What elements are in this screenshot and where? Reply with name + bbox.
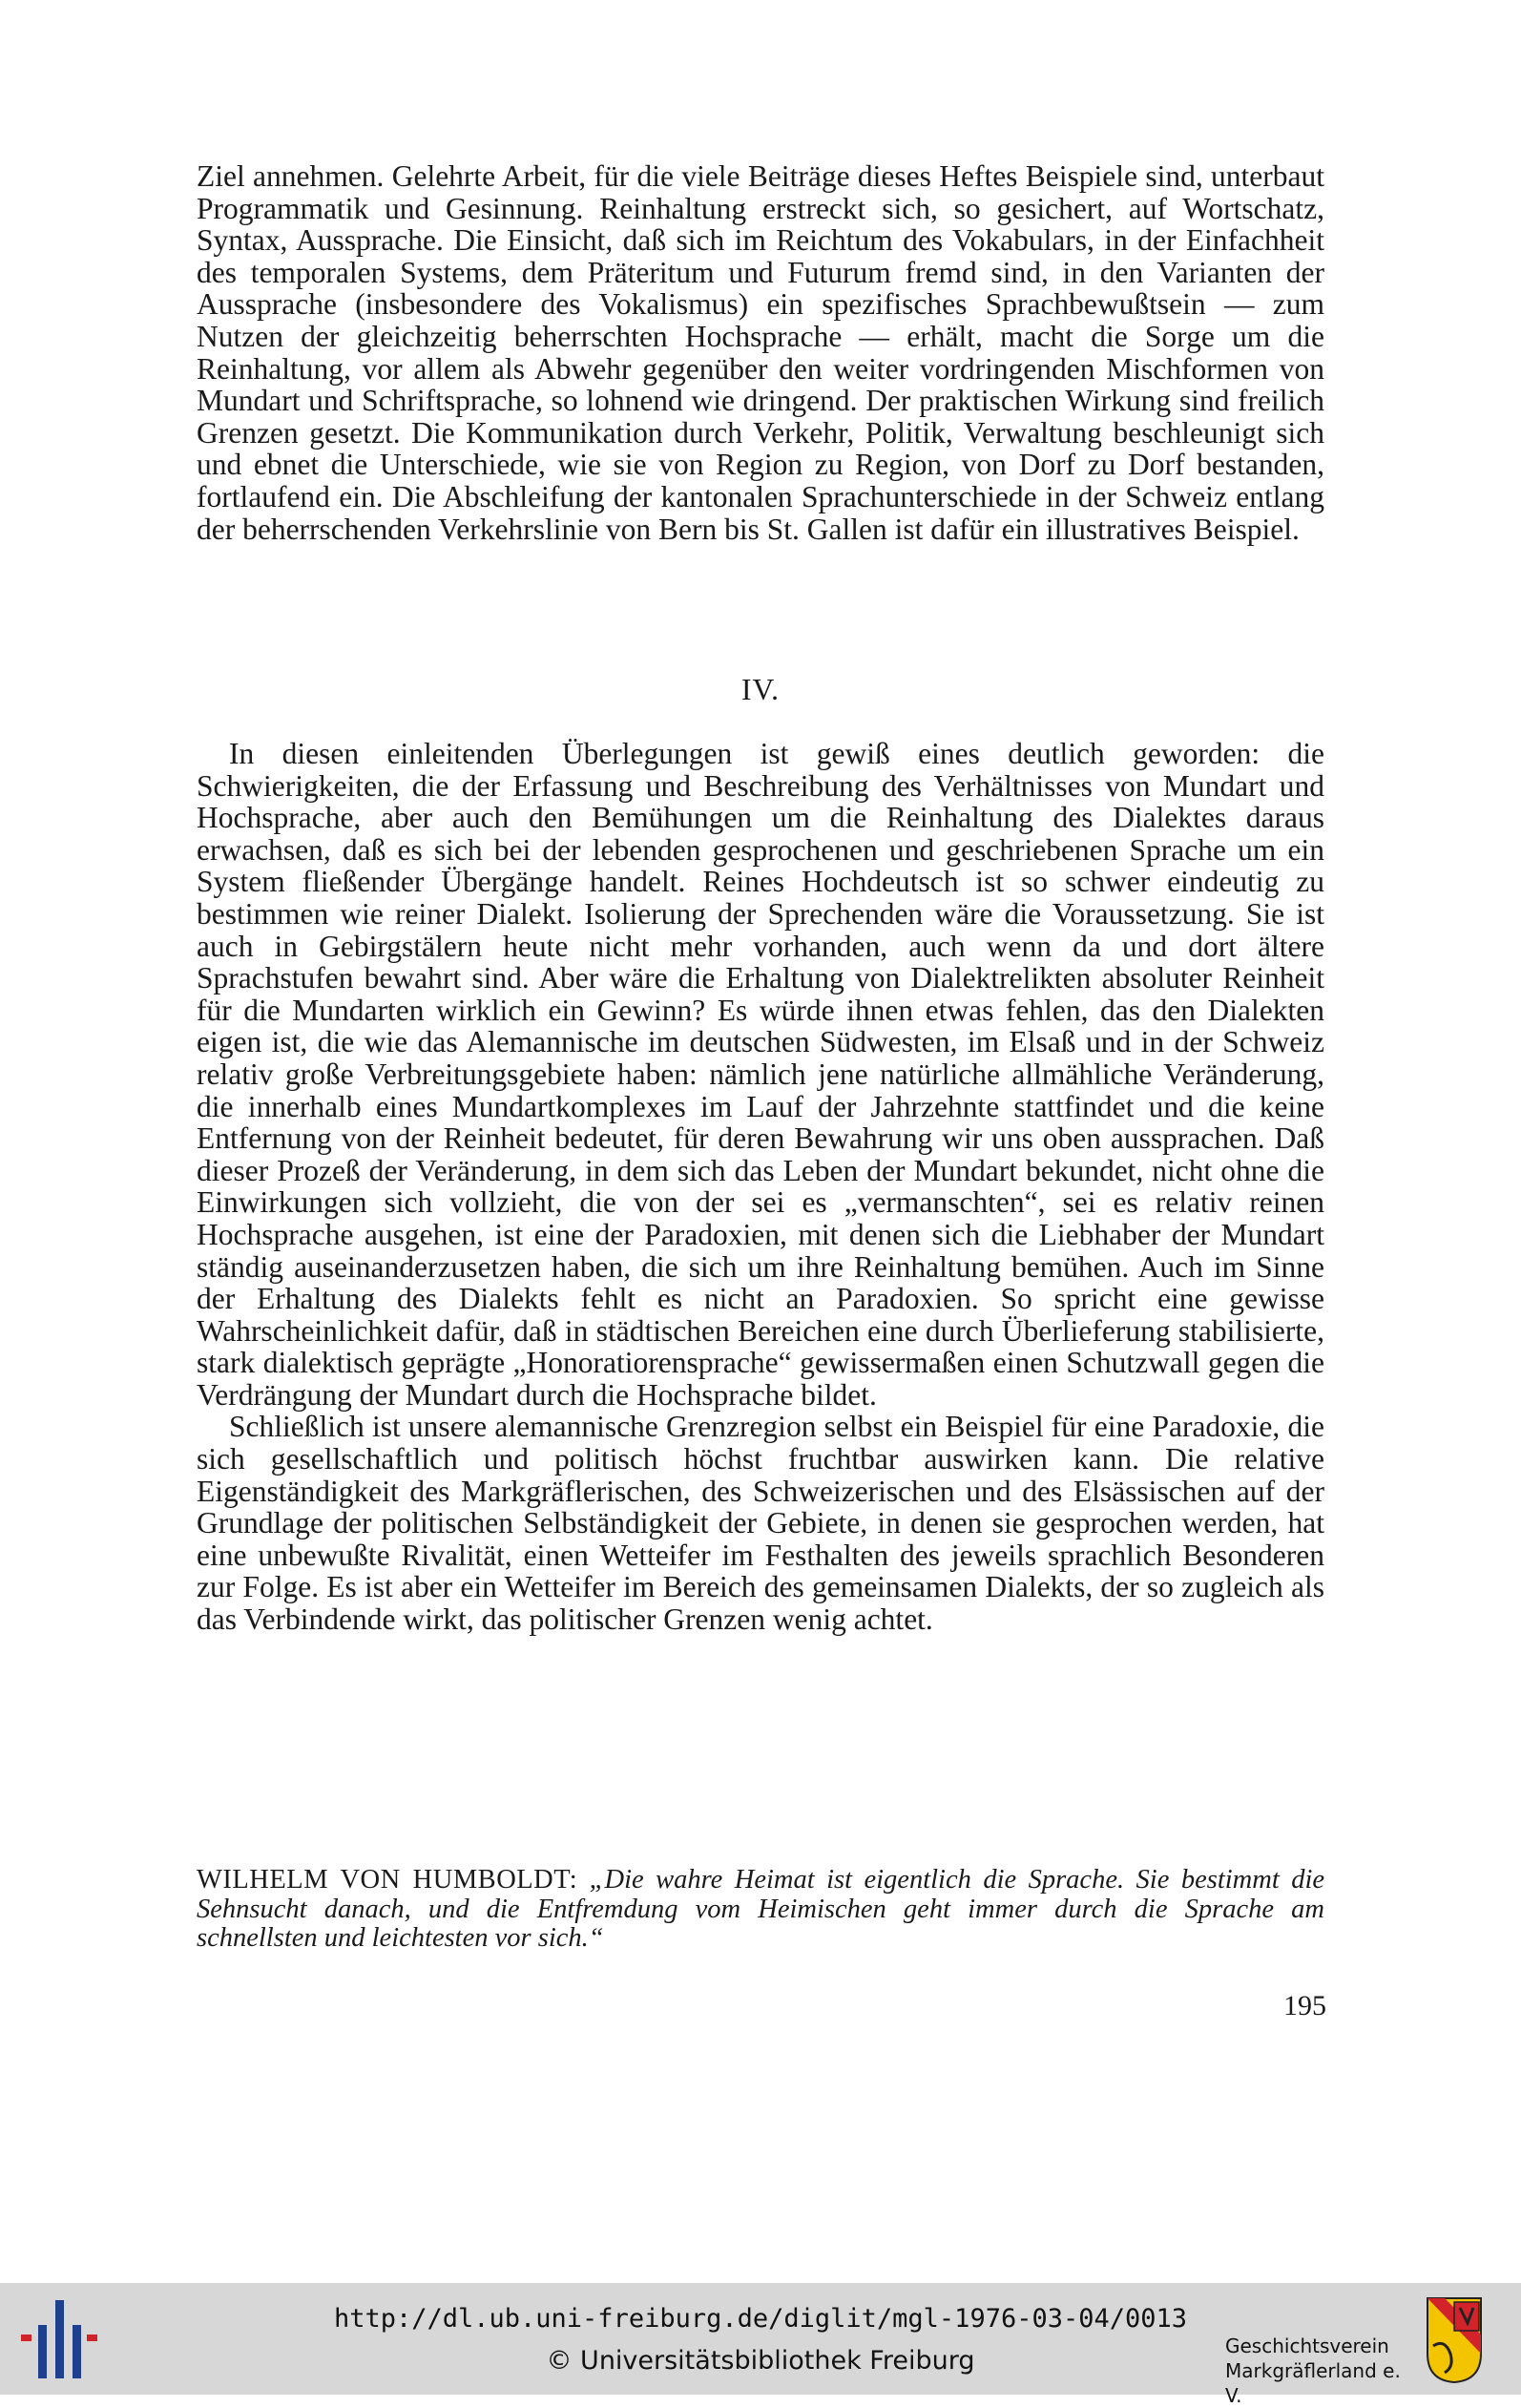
body-paragraph-3: Schließlich ist unsere alemannische Grenzregion selbst ein Beispiel für eine Paradoxie, die sich gesellschaftlich und politisch höchst fruchtbar auswirken kann. Die relative Eigenständigkeit des Markgräflerischen, des Schweizerischen und des Elsässischen auf der Grundlage der politischen Selbständigkeit der Gebiete, in denen sie gesprochen werden, hat eine unbewußte Rivalität, einen Wetteifer im Festhalten des jeweils sprachlich Besonderen zur Folge. Es ist aber ein Wetteifer im Bereich des gemeinsamen Dialekts, der so zugleich als das Verbindende wirkt, das politischer Grenzen wenig achtet. bbox=[197, 1410, 1324, 1637]
coat-of-arms-icon bbox=[1426, 2296, 1483, 2384]
paragraph-text: Ziel annehmen. Gelehrte Arbeit, für die viele Beiträge dieses Heftes Beispiele sind, unterbaut Programmatik und Gesinnung. Reinhaltung erstreckt sich, so gesichert, auf Wortschatz, Syntax, Aussprache. Die Einsicht, daß sich im Reichtum des Vokabulars, in der Einfachheit des temporalen Systems, dem Präteritum und Futurum fremd sind, in den Varianten der Aussprache (insbesondere des Vokalismus) ein spezifisches Sprachbewußtsein — zum Nutzen der gleichzeitig beherrschten Hochsprache — erhält, macht die Sorge um die Reinhaltung, vor allem als Abwehr gegenüber den weiter vordringenden Mischformen von Mundart und Schriftsprache, so lohnend wie dringend. Der praktischen Wirkung sind freilich Grenzen gesetzt. Die Kommunikation durch Verkehr, Politik, Verwaltung beschleunigt sich und ebnet die Unterschiede, wie sie von Region zu Region, von Dorf zu Dorf bestanden, fortlaufend ein. Die Abschleifung der kantonalen Sprachunterschiede in der Schweiz entlang der beherrschenden Verkehrslinie von Bern bis St. Gallen ist dafür ein illustratives Beispiel. bbox=[197, 159, 1324, 546]
body-paragraph-2: In diesen einleitenden Überlegungen ist gewiß eines deutlich geworden: die Schwierigkeiten, die der Erfassung und Beschreibung des Verhältnisses von Mundart und Hochsprache, aber auch den Bemühungen um die Reinhaltung des Dialektes daraus erwachsen, daß es sich bei der lebenden gesprochenen und geschriebenen Sprache um ein System fließender Übergänge handelt. Reines Hochdeutsch ist so schwer eindeutig zu bestimmen wie reiner Dialekt. Isolierung der Sprechenden wäre die Voraussetzung. Sie ist auch in Gebirgstälern heute nicht mehr vorhanden, auch wenn da und dort ältere Sprachstufen bewahrt sind. Aber wäre die Erhaltung von Dialektrelikten absoluter Reinheit für die Mundarten wirklich ein Gewinn? Es würde ihnen etwas fehlen, das den Dialekten eigen ist, die wie das Alemannische im deutschen Südwesten, im Elsaß und in der Schweiz relativ große Verbreitungsgebiete haben: nämlich jene natürliche allmähliche Veränderung, die innerhalb eines Mundartkomplexes im Lauf der Jahrzehnte stattfindet und die keine Entfernung von der Reinheit bedeutet, für deren Bewahrung wir uns oben aussprachen. Daß dieser Prozeß der Veränderung, in dem sich das Leben der Mundart bekundet, nicht ohne die Einwirkungen sich vollzieht, die von der sei es „vermanschten“, sei es relativ reinen Hochsprache ausgehen, ist eine der Paradoxien, mit denen sich die Liebhaber der Mundart ständig auseinanderzusetzen haben, die sich um ihre Reinhaltung bemühen. Auch im Sinne der Erhaltung des Dialekts fehlt es nicht an Paradoxien. So spricht eine gewisse Wahrscheinlichkeit dafür, daß in städtischen Bereichen eine durch Überlieferung stabilisierte, stark dialektisch geprägte „Honoratiorensprache“ gewissermaßen einen Schutzwall gegen die Verdrängung der Mundart durch die Hochsprache bildet. bbox=[197, 737, 1324, 1412]
copyright-text: © Universitätsbibliothek Freiburg bbox=[546, 2346, 975, 2376]
humboldt-quote bbox=[197, 1866, 1324, 1954]
quote-author: WILHELM VON HUMBOLDT: bbox=[197, 1865, 578, 1895]
document-url-link[interactable]: http://dl.ub.uni-freiburg.de/diglit/mgl-1976-03-04/0013 bbox=[333, 2304, 1188, 2334]
society-name bbox=[1225, 2334, 1416, 2408]
society-line-2: Markgräflerland e. V. bbox=[1225, 2359, 1401, 2407]
quote-text: „Die wahre Heimat ist eigentlich die Sprache. Sie bestimmt die Sehnsucht danach, und die Entfremdung vom Heimischen geht immer durch die Sprache am schnellsten und leichtesten vor sich.“ bbox=[197, 1865, 1325, 1953]
footer-bar bbox=[0, 2283, 1521, 2407]
section-body bbox=[197, 738, 1324, 1636]
section-heading: IV. bbox=[740, 673, 781, 706]
body-paragraph-1 bbox=[197, 160, 1324, 545]
society-line-1: Geschichtsverein bbox=[1225, 2335, 1389, 2357]
page-number: 195 bbox=[1283, 1990, 1326, 2021]
